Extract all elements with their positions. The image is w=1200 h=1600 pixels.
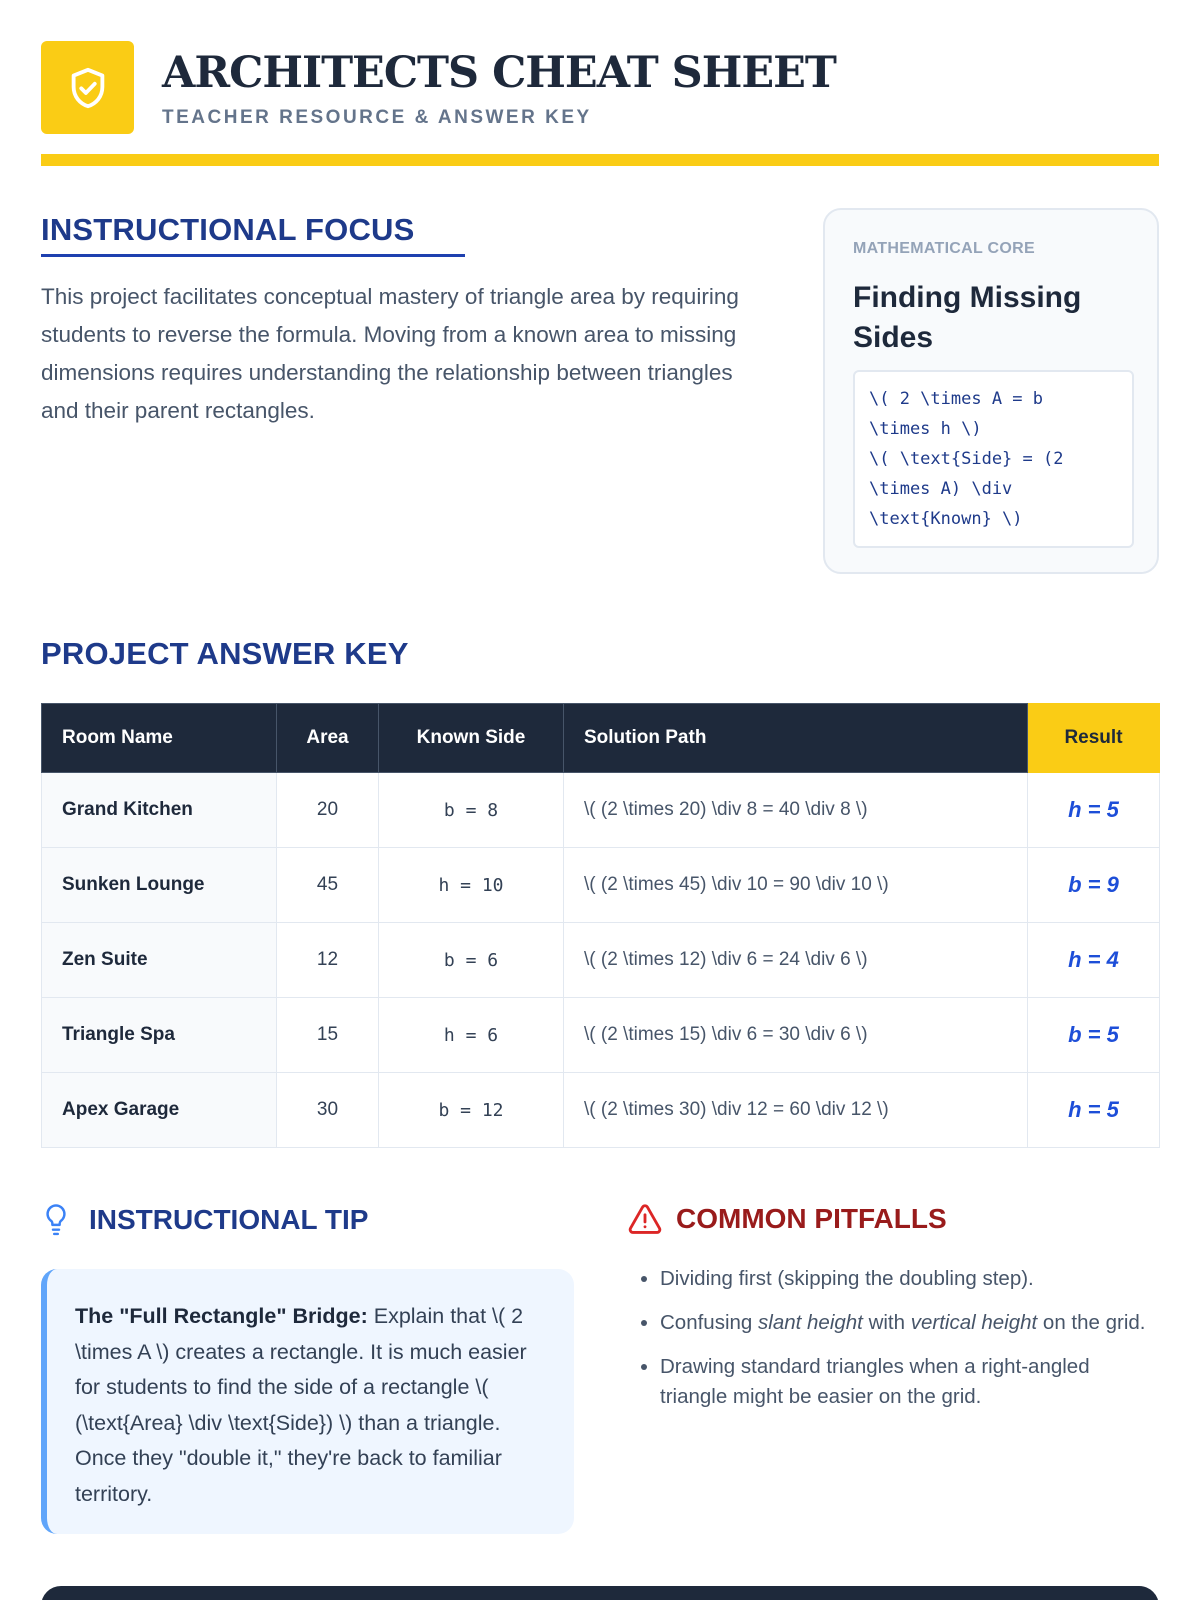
solution-path-cell: \( (2 \times 12) \div 6 = 24 \div 6 \) <box>564 923 1028 998</box>
result-cell: b = 5 <box>1028 998 1160 1073</box>
answer-key-heading: PROJECT ANSWER KEY <box>41 636 409 671</box>
column-header-area: Area <box>277 704 379 773</box>
result-cell: b = 9 <box>1028 848 1160 923</box>
shield-check-icon <box>65 65 111 111</box>
column-header-room: Room Name <box>42 704 277 773</box>
core-label: MATHEMATICAL CORE <box>853 240 1035 257</box>
column-header-known-side: Known Side <box>379 704 564 773</box>
page-title: ARCHITECTS CHEAT SHEET <box>162 48 836 98</box>
table-header-row <box>42 704 1160 773</box>
pitfalls-list <box>628 1264 1148 1426</box>
room-name-cell: Zen Suite <box>42 923 277 998</box>
known-side-cell: h = 10 <box>379 848 564 923</box>
warning-triangle-icon <box>628 1203 662 1235</box>
formula-line: \( 2 \times A = b <box>869 389 1043 409</box>
room-name-cell: Triangle Spa <box>42 998 277 1073</box>
pitfall-emphasis: slant height <box>758 1311 863 1334</box>
table-row <box>42 998 1160 1073</box>
solution-path-cell: \( (2 \times 20) \div 8 = 40 \div 8 \) <box>564 773 1028 848</box>
pitfall-text: on the grid. <box>1037 1311 1146 1334</box>
tip-lead: The "Full Rectangle" Bridge: <box>75 1304 368 1328</box>
tip-heading-group <box>41 1203 368 1237</box>
pitfall-text: Confusing <box>660 1311 759 1334</box>
pitfalls-heading: COMMON PITFALLS <box>676 1203 947 1234</box>
list-item <box>660 1352 1148 1412</box>
pitfalls-heading-group <box>628 1203 947 1235</box>
tip-heading: INSTRUCTIONAL TIP <box>89 1204 369 1235</box>
footer-bar <box>41 1586 1159 1600</box>
list-item <box>660 1308 1148 1338</box>
table-row <box>42 1073 1160 1148</box>
area-cell: 30 <box>277 1073 379 1148</box>
room-name-cell: Sunken Lounge <box>42 848 277 923</box>
math-core-card <box>823 208 1159 574</box>
formula-line: \times h \) <box>869 419 982 439</box>
answer-key-table <box>41 703 1160 1148</box>
column-header-result: Result <box>1028 704 1160 773</box>
table-row <box>42 848 1160 923</box>
list-item <box>660 1264 1148 1294</box>
known-side-cell: h = 6 <box>379 998 564 1073</box>
pitfall-emphasis: vertical height <box>910 1311 1038 1334</box>
result-cell: h = 4 <box>1028 923 1160 998</box>
solution-path-cell: \( (2 \times 15) \div 6 = 30 \div 6 \) <box>564 998 1028 1073</box>
formula-line: \text{Known} \) <box>869 509 1023 529</box>
room-name-cell: Apex Garage <box>42 1073 277 1148</box>
focus-heading: INSTRUCTIONAL FOCUS <box>41 212 465 257</box>
area-cell: 20 <box>277 773 379 848</box>
table-row <box>42 773 1160 848</box>
core-formula-box <box>853 370 1134 548</box>
result-cell: h = 5 <box>1028 773 1160 848</box>
lightbulb-icon <box>41 1203 71 1237</box>
focus-paragraph: This project facilitates conceptual mastery of triangle area by requiring students to reverse the formula. Moving from a known area to missing dimensions requires understanding the relationship between triangles and their parent rectangles. <box>41 284 739 423</box>
pitfall-text: Drawing standard triangles when a right-angled triangle might be easier on the grid. <box>660 1355 1090 1408</box>
known-side-cell: b = 8 <box>379 773 564 848</box>
page-subtitle: TEACHER RESOURCE & ANSWER KEY <box>162 107 592 128</box>
table-row <box>42 923 1160 998</box>
column-header-solution-path: Solution Path <box>564 704 1028 773</box>
header <box>41 41 1159 135</box>
room-name-cell: Grand Kitchen <box>42 773 277 848</box>
logo-badge <box>41 41 134 134</box>
known-side-cell: b = 12 <box>379 1073 564 1148</box>
tip-callout <box>41 1269 574 1534</box>
area-cell: 12 <box>277 923 379 998</box>
result-cell: h = 5 <box>1028 1073 1160 1148</box>
formula-line: \( \text{Side} = (2 <box>869 449 1064 469</box>
tip-body: Explain that \( 2 \times A \) creates a rectangle. It is much easier for students to find the side of a rectangle \( (\text{Area} \div \text{Side}) \) than a triangle. Once they "double it," they're back to familiar territory. <box>75 1304 527 1506</box>
area-cell: 45 <box>277 848 379 923</box>
core-title: Finding Missing Sides <box>853 281 1082 354</box>
pitfall-text: with <box>862 1311 911 1334</box>
header-divider <box>41 154 1159 166</box>
formula-line: \times A) \div <box>869 479 1013 499</box>
known-side-cell: b = 6 <box>379 923 564 998</box>
solution-path-cell: \( (2 \times 30) \div 12 = 60 \div 12 \) <box>564 1073 1028 1148</box>
pitfall-text: Dividing first (skipping the doubling step). <box>660 1267 1034 1290</box>
area-cell: 15 <box>277 998 379 1073</box>
solution-path-cell: \( (2 \times 45) \div 10 = 90 \div 10 \) <box>564 848 1028 923</box>
